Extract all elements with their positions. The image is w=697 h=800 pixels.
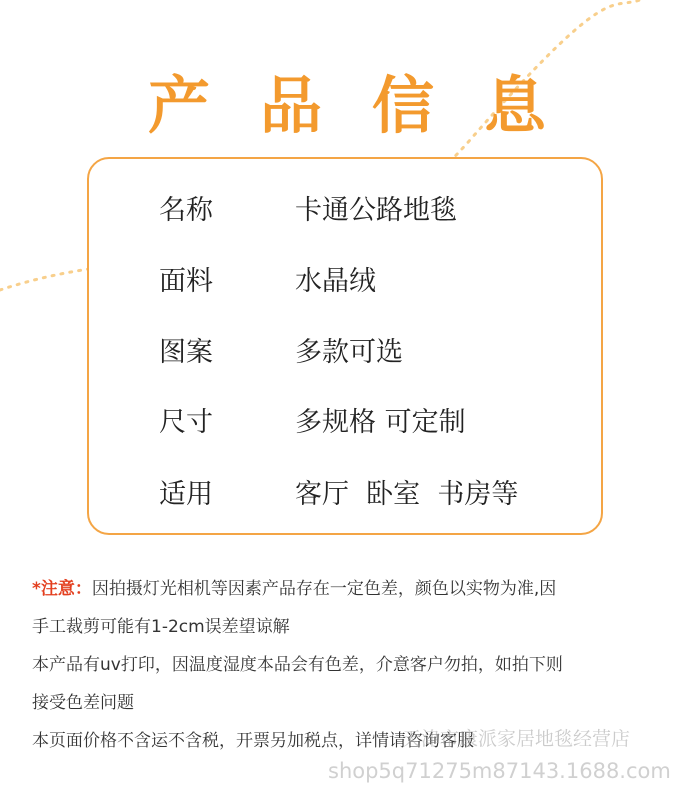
spec-row-name: [159, 187, 457, 227]
notice-line: 手工裁剪可能有1-2cm误差望谅解: [32, 617, 290, 637]
page-title: [148, 56, 548, 145]
notice-line: 接受色差问题: [32, 693, 134, 713]
spec-value: 多款可选: [295, 336, 403, 368]
notice-text: 因拍摄灯光相机等因素产品存在一定色差，颜色以实物为准,因: [91, 579, 557, 599]
spec-label: 面料: [159, 265, 213, 297]
notice-line: 本产品有uv打印，因温度湿度本品会有色差，介意客户勿拍，如拍下则: [32, 655, 563, 675]
title-char: 品: [259, 69, 324, 142]
spec-label: 名称: [159, 194, 213, 226]
notice-lead: *注意：: [32, 579, 92, 599]
spec-value: 客厅 卧室 书房等: [295, 478, 519, 510]
title-char: 信: [371, 69, 436, 142]
notice-line: 本页面价格不含运不含税，开票另加税点，详情请咨询客服: [32, 731, 474, 751]
spec-row-size: [159, 399, 466, 439]
watermark-shop-name: 天津市康派家居地毯经营店: [402, 728, 631, 750]
notice-line: [32, 570, 677, 608]
spec-row-usage: [159, 471, 518, 511]
spec-row-pattern: [159, 329, 403, 369]
title-char: 息: [483, 69, 548, 142]
spec-label: 适用: [159, 478, 213, 510]
watermark-shop-url: shop5q71275m87143.1688.com: [328, 759, 671, 783]
title-char: 产: [148, 69, 213, 142]
spec-value: 卡通公路地毯: [295, 194, 457, 226]
spec-value: 水晶绒: [295, 265, 376, 297]
spec-row-material: [159, 258, 376, 298]
spec-label: 图案: [159, 336, 213, 368]
spec-value: 多规格 可定制: [295, 406, 466, 438]
spec-label: 尺寸: [159, 406, 213, 438]
product-info-card: [87, 157, 603, 535]
